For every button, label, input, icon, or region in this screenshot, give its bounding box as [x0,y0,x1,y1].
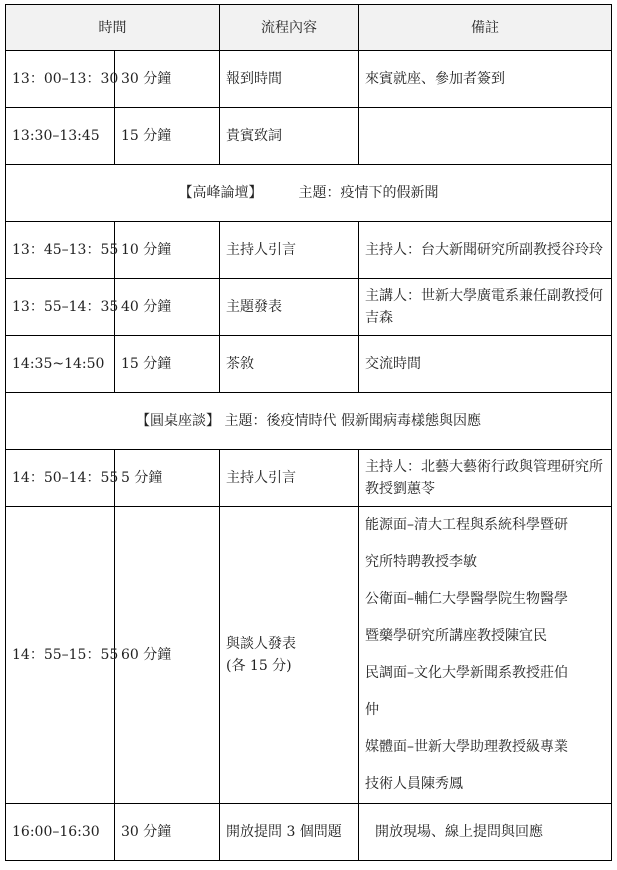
duration-cell: 15 分鐘 [115,336,220,393]
time-cell: 14:35~14:50 [6,336,115,393]
panelist-line: 民調面–文化大學新聞系教授莊伯 [365,665,568,681]
section-tag: 【高峰論壇】 [178,185,263,201]
time-cell: 16:00–16:30 [6,804,115,861]
table-row [6,51,612,108]
header-content: 流程內容 [220,5,359,51]
content-cell: 貴賓致詞 [220,108,359,165]
panelist-line: 暨藥學研究所講座教授陳宜民 [365,628,547,644]
panelist-list [359,507,612,804]
table-row [6,279,612,336]
content-line: (各 15 分) [226,658,292,674]
section-row-forum [6,165,612,222]
section-theme: 主題：疫情下的假新聞 [298,185,439,201]
time-cell: 13:30–13:45 [6,108,115,165]
table-row [6,450,612,507]
time-cell: 13：00–13：30 [6,51,115,108]
panelist-line: 公衛面–輔仁大學醫學院生物醫學 [365,591,568,607]
content-line: 與談人發表 [226,636,296,652]
header-notes: 備註 [359,5,612,51]
content-cell: 主持人引言 [220,450,359,507]
section-heading [6,165,612,222]
duration-cell: 5 分鐘 [115,450,220,507]
time-cell: 13：45–13：55 [6,222,115,279]
section-row-roundtable [6,393,612,450]
table-row [6,108,612,165]
duration-cell: 15 分鐘 [115,108,220,165]
section-heading: 【圓桌座談】 主題：後疫情時代 假新聞病毒樣態與因應 [6,393,612,450]
content-cell: 開放提問 3 個問題 [220,804,359,861]
duration-cell: 60 分鐘 [115,507,220,804]
notes-cell: 交流時間 [359,336,612,393]
panelist-line: 能源面–清大工程與系統科學暨研 [365,517,568,533]
content-cell: 報到時間 [220,51,359,108]
program-schedule-table [5,4,612,861]
panelist-line: 技術人員陳秀鳳 [365,776,463,792]
content-cell: 主題發表 [220,279,359,336]
header-time: 時間 [6,5,220,51]
table-row-panel [6,507,612,804]
content-cell [220,507,359,804]
content-cell: 茶敘 [220,336,359,393]
time-cell: 13：55–14：35 [6,279,115,336]
panelist-line: 媒體面–世新大學助理教授級專業 [365,739,568,755]
notes-cell: 主持人：台大新聞研究所副教授谷玲玲 [359,222,612,279]
table-row [6,804,612,861]
table-row [6,336,612,393]
content-cell: 主持人引言 [220,222,359,279]
header-row [6,5,612,51]
notes-cell: 來賓就座、參加者簽到 [359,51,612,108]
notes-cell: 主持人：北藝大藝術行政與管理研究所教授劉蕙苓 [359,450,612,507]
panelist-line: 究所特聘教授李敏 [365,554,477,570]
table-row [6,222,612,279]
duration-cell: 30 分鐘 [115,804,220,861]
duration-cell: 30 分鐘 [115,51,220,108]
duration-cell: 40 分鐘 [115,279,220,336]
time-cell: 14：55–15：55 [6,507,115,804]
duration-cell: 10 分鐘 [115,222,220,279]
notes-cell: 開放現場、線上提問與回應 [359,804,612,861]
panelist-line: 仲 [365,702,379,718]
notes-cell: 主講人：世新大學廣電系兼任副教授何吉森 [359,279,612,336]
notes-cell [359,108,612,165]
time-cell: 14：50–14：55 [6,450,115,507]
